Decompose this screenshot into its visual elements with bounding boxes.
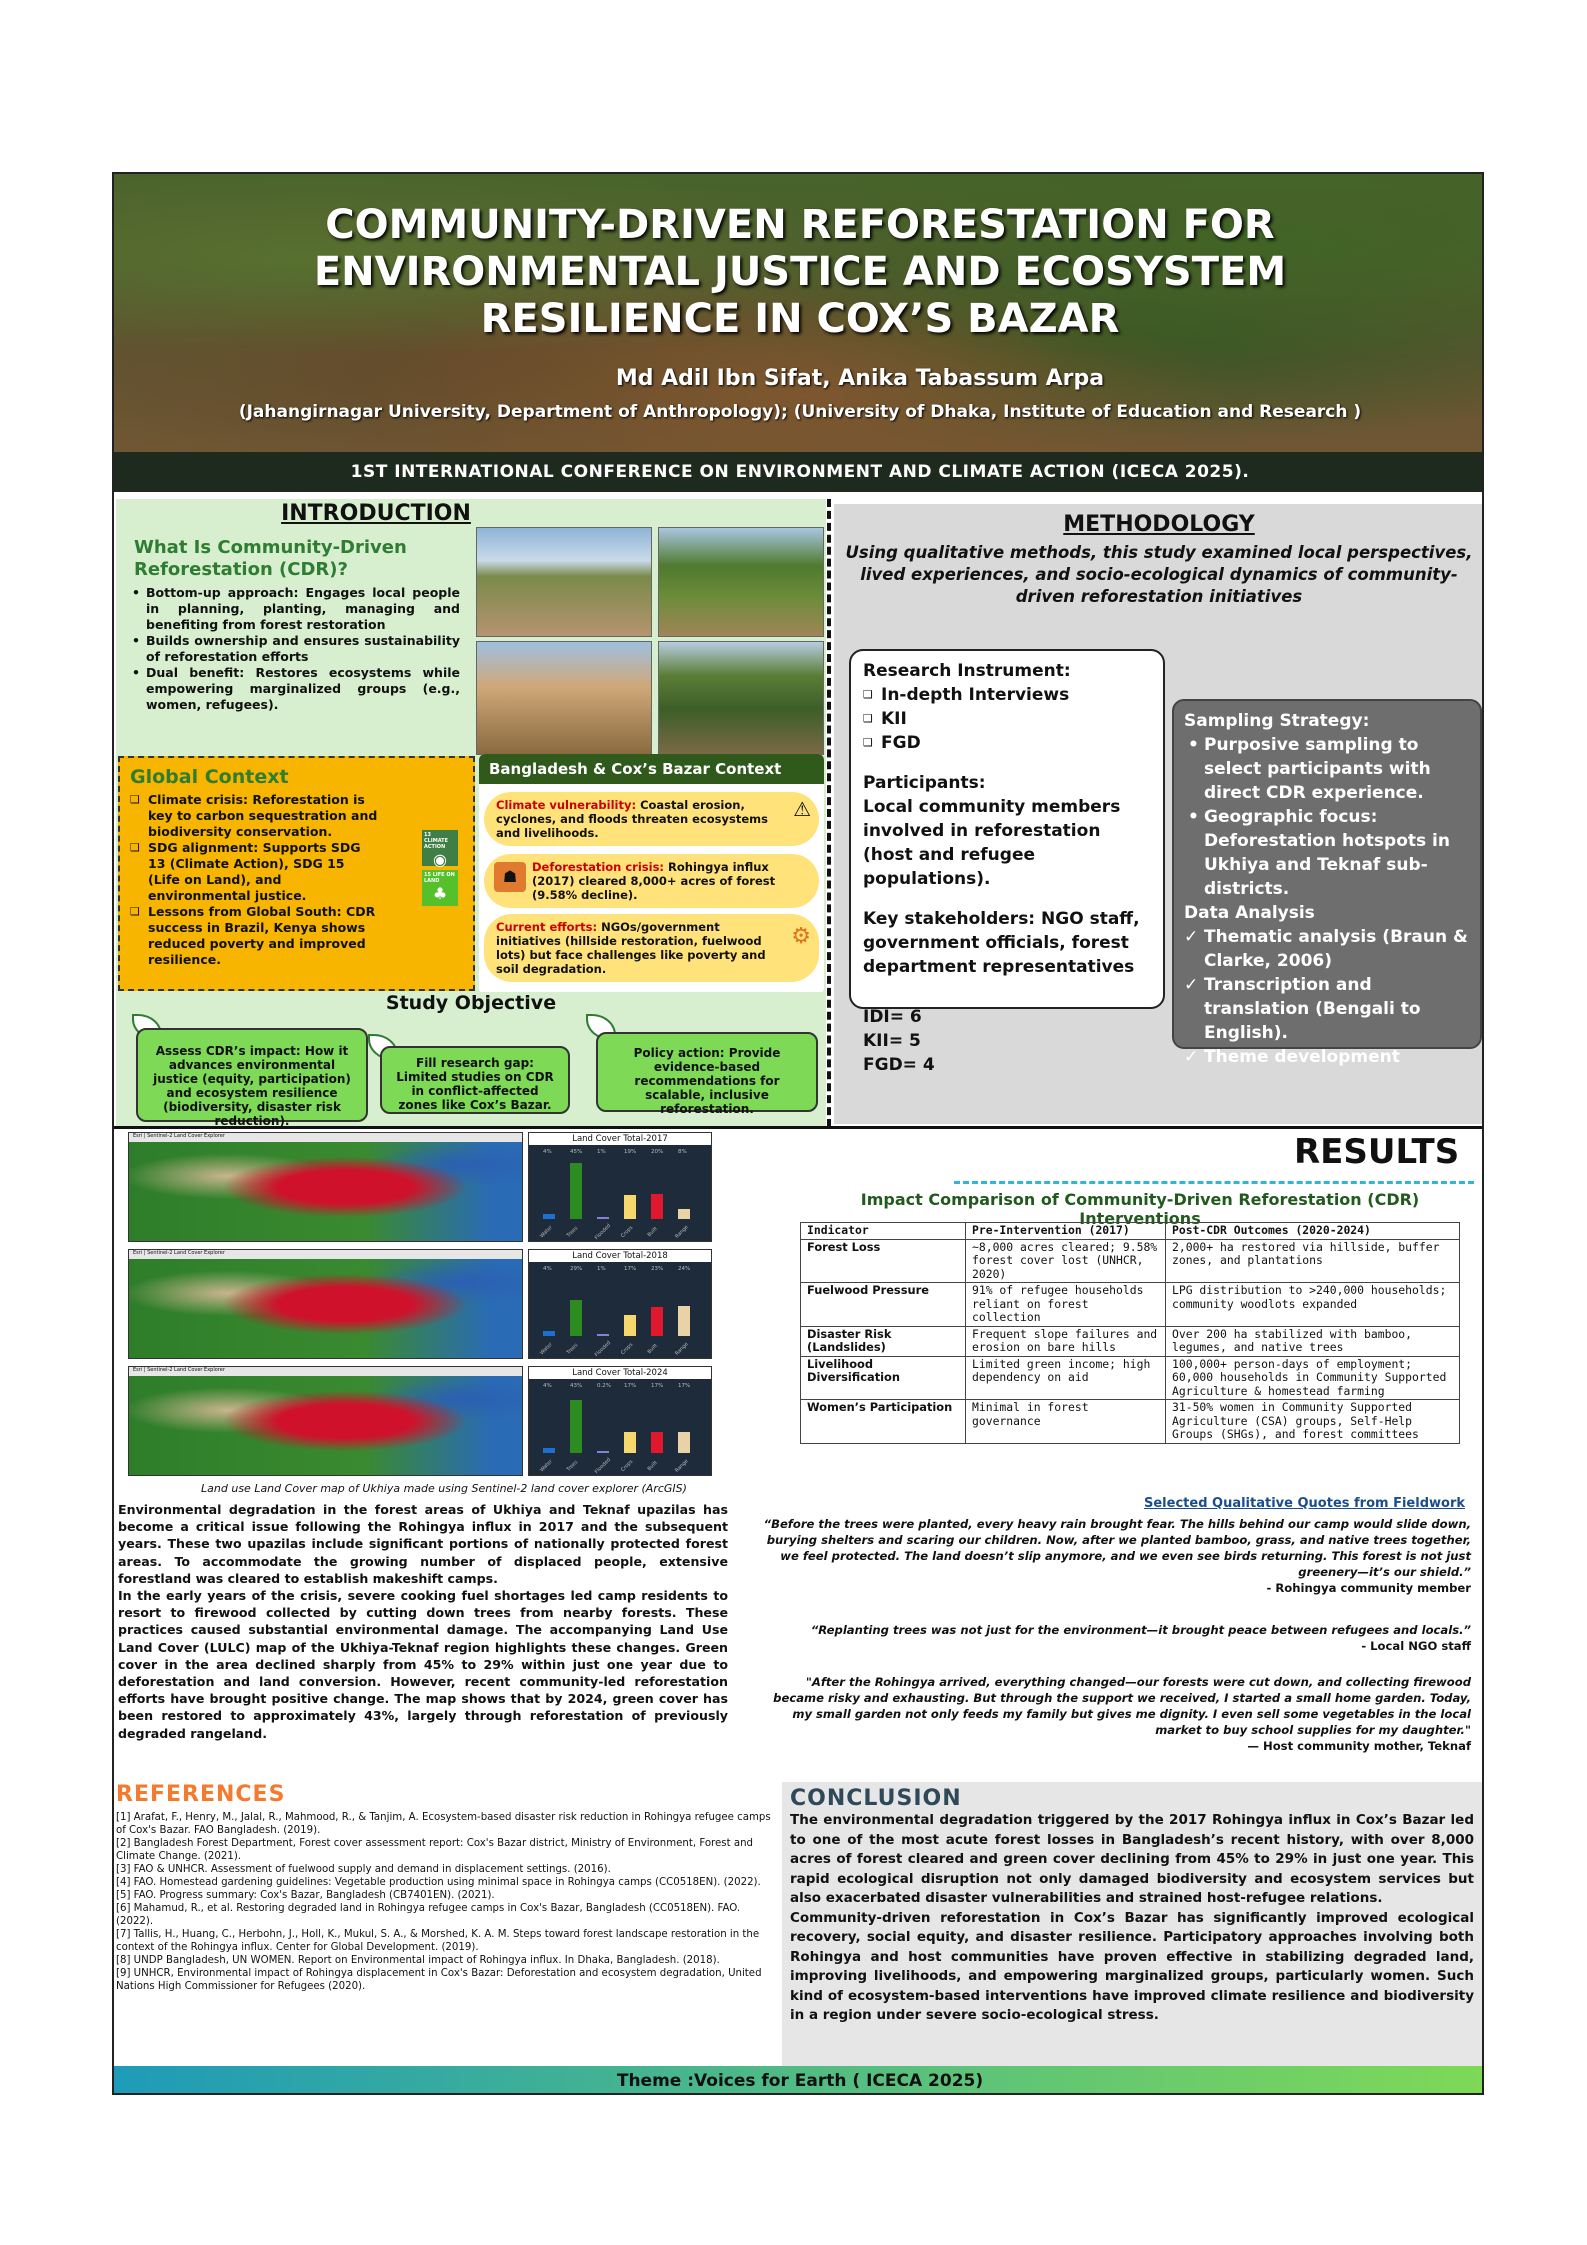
header-banner xyxy=(114,174,1484,452)
list-item: • Bottom-up approach: Engages local people in planning, planting, managing and benefiting from forest restoration xyxy=(132,585,460,633)
chart-title: Land Cover Total-2024 xyxy=(529,1367,711,1379)
sampling-heading: Sampling Strategy: xyxy=(1184,711,1370,731)
list-item: • Geographic focus: Deforestation hotspots in Ukhiya and Teknaf sub-districts. xyxy=(1184,805,1470,901)
chart-category-label: Range xyxy=(674,1341,690,1357)
chart-category-label: Built xyxy=(646,1225,659,1239)
context-item-current-efforts: Current efforts: NGOs/government initiatives (hillside restoration, fuelwood lots) but face challenges like poverty and soil degradation. ⚙ xyxy=(484,914,819,982)
table-row: Disaster Risk (Landslides) Frequent slope failures and erosion on bare hills Over 200 ha stabilized with bamboo, legumes, and native trees xyxy=(801,1326,1460,1356)
authors: Md Adil Ibn Sifat, Anika Tabassum Arpa xyxy=(615,366,1105,391)
chart-title: Land Cover Total-2017 xyxy=(529,1133,711,1145)
poster-title-line-3: RESILIENCE IN COX’S BAZAR xyxy=(480,296,1120,342)
sampling-list xyxy=(1184,733,1470,901)
vertical-divider xyxy=(827,499,831,1127)
impact-table xyxy=(800,1222,1460,1444)
list-item: [3] FAO & UNHCR. Assessment of fuelwood supply and demand in displacement settings. (2016). xyxy=(116,1864,611,1875)
participants-text: Local community members involved in reforestation (host and refugee populations). xyxy=(863,797,1121,889)
fgd-count: FGD= 4 xyxy=(863,1055,935,1075)
bangladesh-context-box xyxy=(479,754,824,994)
land-cover-chart-2017 xyxy=(528,1132,712,1242)
column-header: Pre-Intervention (2017) xyxy=(966,1223,1166,1240)
list-item: ❑ In-depth Interviews xyxy=(863,683,1151,707)
chart-category-label: Built xyxy=(646,1342,659,1356)
chart-percent-label: 20% xyxy=(651,1149,664,1155)
chart-percent-label: 43% xyxy=(570,1383,583,1389)
chart-category-label: Trees xyxy=(565,1225,580,1239)
chart-bar-built xyxy=(651,1432,663,1453)
table-row: Fuelwood Pressure 91% of refugee households reliant on forest collection LPG distribution to >240,000 households; community woodlots expanded xyxy=(801,1283,1460,1327)
lulc-map-2017: Esri | Sentinel-2 Land Cover Explorer xyxy=(128,1132,523,1242)
sampling-strategy-box xyxy=(1172,699,1482,1067)
gear-icon: ⚙ xyxy=(791,924,811,949)
research-instrument-box xyxy=(849,649,1165,1075)
results-heading: RESULTS xyxy=(1294,1132,1460,1172)
chart-bar-flooded xyxy=(597,1451,609,1453)
hazard-icon: ⚠ xyxy=(793,797,811,821)
references-section xyxy=(116,1782,776,2065)
photo-terraced-seedlings xyxy=(658,641,824,755)
analysis-list xyxy=(1184,925,1470,1069)
list-item: [6] Mahamud, R., et al. Restoring degraded land in Rohingya refugee camps in Cox's Bazar, Bangladesh (CC0518EN). FAO. (2022). xyxy=(116,1903,741,1927)
quote-source: — Host community mother, Teknaf xyxy=(1247,1739,1471,1753)
chart-category-label: Range xyxy=(674,1224,690,1240)
land-cover-chart-2018 xyxy=(528,1249,712,1359)
map-caption: Land use Land Cover map of Ukhiya made using Sentinel-2 land cover explorer (ArcGIS) xyxy=(201,1482,687,1495)
global-context-list xyxy=(130,792,380,968)
chart-bar-flooded xyxy=(597,1334,609,1336)
list-item: ✓ Theme development xyxy=(1184,1045,1470,1069)
results-paragraph-1: Environmental degradation in the forest areas of Ukhiya and Teknaf upazilas has become a critical issue following the Rohingya influx in 2017 and the subsequent years. These two upazilas include significant portions of nationally protected forest areas. To accommodate the growing number of displaced people, extensive forestland was cleared to establish makeshift camps. xyxy=(118,1502,728,1586)
chart-percent-label: 4% xyxy=(543,1266,552,1272)
chart-category-label: Flooded xyxy=(593,1456,613,1476)
chart-bar-water xyxy=(543,1214,555,1219)
references-heading: REFERENCES xyxy=(116,1782,286,1807)
chart-category-label: Flooded xyxy=(593,1222,613,1242)
list-item: ✓ Transcription and translation (Bengali to English). xyxy=(1184,973,1470,1045)
column-header: Indicator xyxy=(801,1223,966,1240)
list-item: [1] Arafat, F., Henry, M., Jalal, R., Mahmood, R., & Tanjim, A. Ecosystem-based disaster risk reduction in Rohingya refugee camps of Cox's Bazar. FAO Bangladesh. (2019). xyxy=(116,1812,771,1836)
conclusion-paragraph-1: The environmental degradation triggered by the 2017 Rohingya influx in Cox’s Bazar led to one of the most acute forest losses in Bangladesh’s recent history, with over 8,000 acres of forest cleared and green cover declining from 45% to 29% in just one year. This rapid ecological disruption not only damaged biodiversity and ecosystem services but also exacerbated disaster vulnerabilities and strained host-refugee relations. xyxy=(790,1812,1474,1906)
list-item: [8] UNDP Bangladesh, UN WOMEN. Report on Environmental impact of Rohingya influx. In Dhaka, Bangladesh. (2018). xyxy=(116,1955,720,1966)
chart-bar-flooded xyxy=(597,1217,609,1219)
list-item: [5] FAO. Progress summary: Cox's Bazar, Bangladesh (CB7401EN). (2021). xyxy=(116,1890,495,1901)
list-item: [2] Bangladesh Forest Department, Forest cover assessment report: Cox's Bazar district, Ministry of Environment, Forest and Climate Change. (2021). xyxy=(116,1838,753,1862)
conclusion-heading: CONCLUSION xyxy=(790,1786,962,1811)
affiliation: (Jahangirnagar University, Department of Anthropology); (University of Dhaka, Institute of Education and Research ) xyxy=(238,402,1362,422)
quote-ngo-staff: “Replanting trees was not just for the environment—it brought peace between refugees and locals.” - Local NGO staff xyxy=(759,1622,1471,1654)
quote-source: - Rohingya community member xyxy=(1266,1581,1471,1595)
chart-category-label: Trees xyxy=(565,1459,580,1473)
poster xyxy=(112,172,1484,2095)
list-item: ❑ KII xyxy=(863,707,1151,731)
study-objective-section xyxy=(116,992,826,1127)
chart-bar-range xyxy=(678,1209,690,1219)
chart-category-label: Water xyxy=(539,1458,554,1474)
list-item: ❑ SDG alignment: Supports SDG 13 (Climate Action), SDG 15 (Life on Land), and environmental justice. xyxy=(130,840,380,904)
chart-percent-label: 0.2% xyxy=(597,1383,611,1389)
theme-footer: Theme :Voices for Earth ( ICECA 2025) xyxy=(114,2066,1484,2095)
poster-title-line-1: COMMUNITY-DRIVEN REFORESTATION FOR xyxy=(325,202,1275,248)
chart-percent-label: 17% xyxy=(624,1266,637,1272)
methodology-heading: METHODOLOGY xyxy=(1063,512,1255,537)
table-row: Forest Loss ~8,000 acres cleared; 9.58% forest cover lost (UNHCR, 2020) 2,000+ ha restored via hillside, buffer zones, and plantations xyxy=(801,1239,1460,1283)
chart-percent-label: 17% xyxy=(624,1383,637,1389)
quote-source: - Local NGO staff xyxy=(1361,1639,1471,1653)
chart-percent-label: 17% xyxy=(678,1383,691,1389)
list-item: • Purposive sampling to select participants with direct CDR experience. xyxy=(1184,733,1470,805)
results-body-text xyxy=(118,1501,728,1742)
list-item: [4] FAO. Homestead gardening guidelines: Vegetable production using minimal space in Rohingya camps (CC0518EN). (2022). xyxy=(116,1877,761,1888)
results-dashline xyxy=(954,1181,1474,1184)
conclusion-paragraph-2: Community-driven reforestation in Cox’s Bazar has significantly improved ecological recovery, social equity, and disaster resilience. Participatory approaches involving both Rohingya and host communities have proven effective in stabilizing degraded land, improving livelihoods, and empowering marginalized groups, particularly women. Such kind of ecosystem-based interventions have improved climate resilience and biodiversity in a region under severe socio-ecological stress. xyxy=(790,1909,1474,2023)
chart-bar-water xyxy=(543,1331,555,1336)
lulc-map-2018: Esri | Sentinel-2 Land Cover Explorer xyxy=(128,1249,523,1359)
global-context-heading: Global Context xyxy=(130,766,289,788)
chart-bar-crops xyxy=(624,1432,636,1453)
study-objective-heading: Study Objective xyxy=(385,992,557,1014)
references-list xyxy=(116,1811,776,1993)
chart-percent-label: 29% xyxy=(570,1266,583,1272)
results-paragraph-2: In the early years of the crisis, severe cooking fuel shortages led camp residents to resort to firewood collected by cutting down trees from nearby forests. These practices caused substantial environmental damage. The accompanying Land Use Land Cover (LULC) map of the Ukhiya-Teknaf region highlights these changes. Green cover in the area declined sharply from 45% to 29% within just one year due to deforestation and land conversion. However, recent community-led reforestation efforts have brought positive change. The map shows that by 2024, green cover has been restored to approximately 43%, largely through reforestation of previously degraded rangeland. xyxy=(118,1588,728,1741)
instrument-heading: Research Instrument: xyxy=(863,661,1071,681)
conference-bar: 1ST INTERNATIONAL CONFERENCE ON ENVIRONMENT AND CLIMATE ACTION (ICECA 2025). xyxy=(114,452,1484,492)
stakeholders-text: Key stakeholders: NGO staff, government officials, forest department representatives xyxy=(863,909,1140,977)
chart-bar-trees xyxy=(570,1400,582,1453)
objective-card-assess: Assess CDR’s impact: How it advances environmental justice (equity, participation) and ecosystem resilience (biodiversity, disaster risk reduction). xyxy=(136,1028,368,1122)
chart-category-label: Trees xyxy=(565,1342,580,1356)
chart-percent-label: 19% xyxy=(624,1149,637,1155)
cdr-bullet-list xyxy=(132,585,460,713)
chart-bar-range xyxy=(678,1306,690,1336)
quote-rohingya-member: “Before the trees were planted, every heavy rain brought fear. The hills behind our camp would slide down, burying shelters and scaring our children. Now, after we planted bamboo, grass, and native trees together, we feel protected. The land doesn’t slip anymore, and we even see birds returning. This forest is not just greenery—it’s our shield.” - Rohingya community member xyxy=(759,1516,1471,1596)
bangladesh-context-heading: Bangladesh & Cox’s Bazar Context xyxy=(479,754,824,784)
chart-percent-label: 8% xyxy=(678,1149,687,1155)
quote-host-mother: "After the Rohingya arrived, everything changed—our forests were cut down, and collecting firewood became risky and exhausting. But through the support we received, I started a small home garden. Today, my small garden not only feeds my family but gives me dignity. I even sell some vegetables in the local market to buy school supplies for my daughter." — Host community mother, Teknaf xyxy=(759,1674,1471,1754)
chart-percent-label: 4% xyxy=(543,1149,552,1155)
conclusion-section xyxy=(782,1782,1482,2070)
lulc-map-2024: Esri | Sentinel-2 Land Cover Explorer xyxy=(128,1366,523,1476)
sdg-15-icon: 15 LIFE ON LAND ♣ xyxy=(422,870,458,906)
chart-percent-label: 17% xyxy=(651,1383,664,1389)
list-item: ✓ Thematic analysis (Braun & Clarke, 2006) xyxy=(1184,925,1470,973)
chart-percent-label: 23% xyxy=(651,1266,664,1272)
chart-bar-built xyxy=(651,1194,663,1219)
list-item: • Builds ownership and ensures sustainability of reforestation efforts xyxy=(132,633,460,665)
chart-category-label: Range xyxy=(674,1458,690,1474)
chart-bar-range xyxy=(678,1432,690,1453)
list-item: ❑ FGD xyxy=(863,731,1151,755)
chart-percent-label: 1% xyxy=(597,1266,606,1272)
chart-percent-label: 24% xyxy=(678,1266,691,1272)
chart-category-label: Crops xyxy=(619,1341,635,1357)
chart-category-label: Crops xyxy=(619,1224,635,1240)
chart-category-label: Water xyxy=(539,1224,554,1240)
chart-category-label: Built xyxy=(646,1459,659,1473)
chart-category-label: Water xyxy=(539,1341,554,1357)
instrument-list xyxy=(863,683,1151,755)
global-context-box xyxy=(118,756,475,991)
introduction-heading: INTRODUCTION xyxy=(281,501,471,526)
photo-camp-hillside xyxy=(476,527,652,637)
photo-bamboo-fence xyxy=(658,527,824,637)
chart-title: Land Cover Total-2018 xyxy=(529,1250,711,1262)
chart-bar-trees xyxy=(570,1163,582,1219)
table-header-row xyxy=(801,1223,1460,1240)
chart-bar-trees xyxy=(570,1300,582,1336)
chart-bar-built xyxy=(651,1307,663,1336)
chart-bar-crops xyxy=(624,1315,636,1336)
impact-table-title: Impact Comparison of Community-Driven Reforestation (CDR) Interventions xyxy=(860,1190,1420,1228)
table-row: Women’s Participation Minimal in forest governance 31-50% women in Community Supported Agriculture (CSA) groups, Self-Help Groups (SHGs), and forest committees xyxy=(801,1400,1460,1444)
land-cover-chart-2024 xyxy=(528,1366,712,1476)
list-item: [9] UNHCR, Environmental impact of Rohingya displacement in Cox's Bazar: Deforestation and ecosystem degradation, United Nations High Commissioner for Refugees (2020). xyxy=(116,1968,762,1992)
idi-count: IDI= 6 xyxy=(863,1007,922,1027)
people-icon: ☗ xyxy=(494,862,526,892)
kii-count: KII= 5 xyxy=(863,1031,921,1051)
cdr-subheading: What Is Community-Driven Reforestation (CDR)? xyxy=(134,537,407,580)
chart-percent-label: 4% xyxy=(543,1383,552,1389)
chart-bar-crops xyxy=(624,1195,636,1219)
sdg-13-icon: 13 CLIMATE ACTION ◉ xyxy=(422,830,458,866)
chart-percent-label: 1% xyxy=(597,1149,606,1155)
chart-category-label: Crops xyxy=(619,1458,635,1474)
list-item: • Dual benefit: Restores ecosystems while empowering marginalized groups (e.g., women, refugees). xyxy=(132,665,460,713)
methodology-intro: Using qualitative methods, this study examined local perspectives, lived experiences, and socio-ecological dynamics of community- driven reforestation initiatives xyxy=(845,543,1473,606)
analysis-heading: Data Analysis xyxy=(1184,903,1315,923)
poster-title-line-2: ENVIRONMENTAL JUSTICE AND ECOSYSTEM xyxy=(313,249,1287,295)
chart-bar-water xyxy=(543,1448,555,1453)
horizontal-divider xyxy=(114,1126,1484,1129)
column-header: Post-CDR Outcomes (2020-2024) xyxy=(1166,1223,1460,1240)
chart-percent-label: 45% xyxy=(570,1149,583,1155)
chart-category-label: Flooded xyxy=(593,1339,613,1359)
objective-card-research-gap: Fill research gap: Limited studies on CDR in conflict-affected zones like Cox’s Bazar. xyxy=(380,1046,570,1114)
list-item: ❑ Lessons from Global South: CDR success in Brazil, Kenya shows reduced poverty and improved resilience. xyxy=(130,904,380,968)
context-item-climate: Climate vulnerability: Coastal erosion, cyclones, and floods threaten ecosystems and livelihoods. ⚠ xyxy=(484,792,819,846)
objective-card-policy: Policy action: Provide evidence-based recommendations for scalable, inclusive reforestation. xyxy=(596,1032,818,1112)
context-item-deforestation: ☗ Deforestation crisis: Rohingya influx (2017) cleared 8,000+ acres of forest (9.58% decline). xyxy=(484,854,819,908)
list-item: ❑ Climate crisis: Reforestation is key to carbon sequestration and biodiversity conservation. xyxy=(130,792,380,840)
list-item: [7] Tallis, H., Huang, C., Herbohn, J., Holl, K., Mukul, S. A., & Morshed, K. A. M. Steps toward forest landscape restoration in the context of the Rohingya influx. Center for Global Development. (2019). xyxy=(116,1929,760,1953)
table-row: Livelihood Diversification Limited green income; high dependency on aid 100,000+ person-days of employment; 60,000 households in Community Supported Agriculture & homestead farming xyxy=(801,1356,1460,1400)
participants-heading: Participants: xyxy=(863,773,986,793)
photo-bare-hills xyxy=(476,641,652,755)
quotes-heading: Selected Qualitative Quotes from Fieldwork xyxy=(1144,1496,1466,1511)
